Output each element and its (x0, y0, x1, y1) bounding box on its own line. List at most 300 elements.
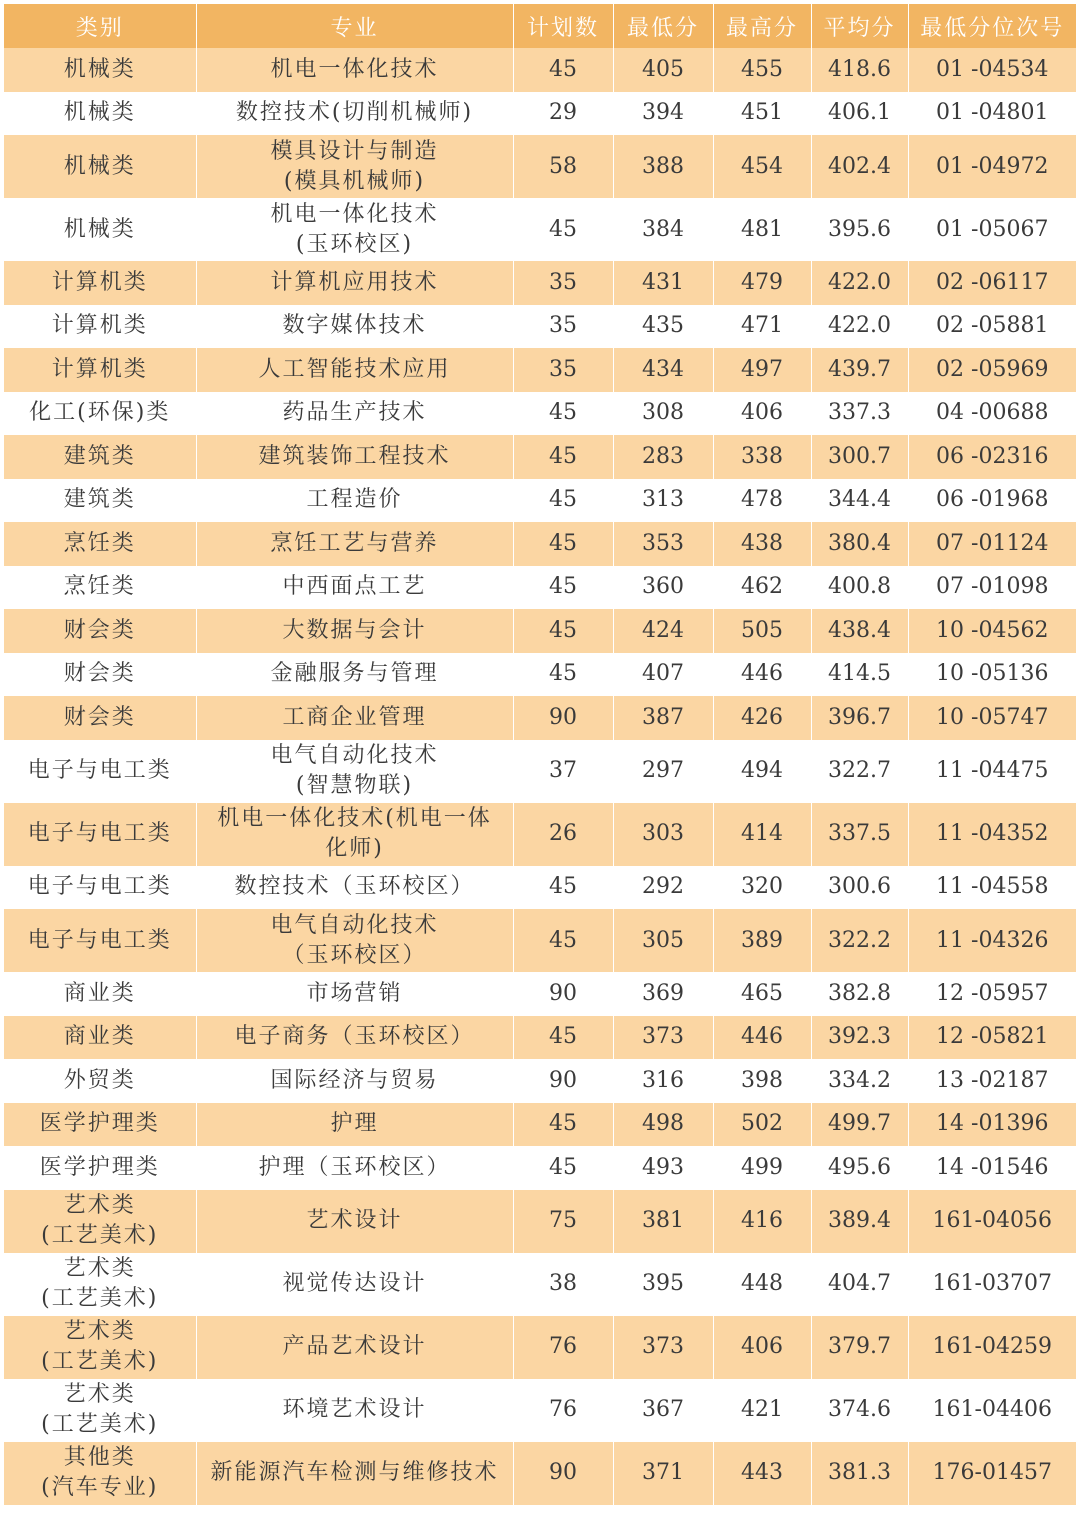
avg-score-cell: 422.0 (811, 261, 908, 305)
major-cell-line: 数控技术(切削机械师) (235, 100, 474, 126)
plan-count-cell: 45 (513, 1103, 613, 1147)
major-cell (196, 1016, 513, 1060)
max-score-cell: 502 (713, 1103, 811, 1147)
category-cell (4, 348, 196, 392)
plan-count-cell: 26 (513, 803, 613, 866)
table-row (4, 972, 1076, 1016)
major-cell-line: 电气自动化技术 (270, 912, 439, 938)
category-cell-line: 机械类 (63, 216, 136, 242)
major-cell (196, 435, 513, 479)
category-cell (4, 609, 196, 653)
min-rank-cell: 06 -01968 (908, 479, 1076, 523)
min-rank-cell: 11 -04326 (908, 909, 1076, 972)
avg-score-cell: 381.3 (811, 1442, 908, 1505)
category-cell (4, 92, 196, 136)
major-cell (196, 261, 513, 305)
category-cell (4, 479, 196, 523)
header-min-score: 最低分 (613, 4, 713, 48)
avg-score-cell: 322.2 (811, 909, 908, 972)
table-row (4, 1059, 1076, 1103)
table-row (4, 803, 1076, 866)
major-cell-line: 机电一体化技术 (270, 56, 439, 82)
plan-count-cell: 45 (513, 909, 613, 972)
category-cell-line: 计算机类 (51, 313, 148, 339)
max-score-cell: 426 (713, 696, 811, 740)
table-row (4, 609, 1076, 653)
major-cell-line: 工商企业管理 (282, 704, 427, 730)
min-score-cell: 431 (613, 261, 713, 305)
max-score-cell: 421 (713, 1379, 811, 1442)
table-row (4, 261, 1076, 305)
category-cell-line: 其他类 (63, 1445, 136, 1470)
avg-score-cell: 395.6 (811, 198, 908, 261)
table-header (4, 4, 1076, 48)
avg-score-cell: 396.7 (811, 696, 908, 740)
category-cell-line: 建筑类 (63, 487, 136, 513)
category-cell-line: (汽车专业) (41, 1475, 159, 1500)
category-cell-line: 财会类 (63, 704, 136, 730)
header-avg-score: 平均分 (811, 4, 908, 48)
category-cell (4, 392, 196, 436)
min-score-cell: 360 (613, 566, 713, 610)
plan-count-cell: 38 (513, 1253, 613, 1316)
table-row (4, 1379, 1076, 1442)
table-row (4, 1253, 1076, 1316)
max-score-cell: 481 (713, 198, 811, 261)
min-score-cell: 303 (613, 803, 713, 866)
major-cell-line: 产品艺术设计 (282, 1334, 427, 1359)
max-score-cell: 406 (713, 392, 811, 436)
category-cell (4, 1379, 196, 1442)
plan-count-cell: 45 (513, 653, 613, 697)
table-row (4, 348, 1076, 392)
min-score-cell: 394 (613, 92, 713, 136)
category-cell (4, 1103, 196, 1147)
min-rank-cell: 07 -01098 (908, 566, 1076, 610)
major-cell-line: 艺术设计 (306, 1208, 403, 1233)
major-cell (196, 866, 513, 910)
category-cell-line: 艺术类 (63, 1256, 136, 1281)
plan-count-cell: 29 (513, 92, 613, 136)
min-score-cell: 373 (613, 1016, 713, 1060)
category-cell (4, 803, 196, 866)
category-cell-line: 机械类 (63, 56, 136, 82)
avg-score-cell: 422.0 (811, 305, 908, 349)
header-plan: 计划数 (513, 4, 613, 48)
category-cell-line: 艺术类 (63, 1193, 136, 1218)
major-cell (196, 305, 513, 349)
min-score-cell: 316 (613, 1059, 713, 1103)
min-score-cell: 297 (613, 740, 713, 803)
major-cell (196, 1253, 513, 1316)
avg-score-cell: 300.6 (811, 866, 908, 910)
major-cell-line: 中西面点工艺 (282, 574, 427, 600)
major-cell (196, 653, 513, 697)
major-cell (196, 348, 513, 392)
category-cell-line: (工艺美术) (41, 1286, 159, 1311)
header-row (4, 4, 1076, 48)
major-cell (196, 972, 513, 1016)
category-cell (4, 435, 196, 479)
min-rank-cell: 02 -06117 (908, 261, 1076, 305)
min-score-cell: 367 (613, 1379, 713, 1442)
min-rank-cell: 14 -01546 (908, 1146, 1076, 1190)
header-major: 专业 (196, 4, 513, 48)
major-cell-line: (模具机械师) (283, 168, 426, 194)
category-cell-line: 机械类 (63, 100, 136, 126)
plan-count-cell: 45 (513, 609, 613, 653)
avg-score-cell: 495.6 (811, 1146, 908, 1190)
avg-score-cell: 337.3 (811, 392, 908, 436)
min-rank-cell: 161-03707 (908, 1253, 1076, 1316)
major-cell-line: 烹饪工艺与营养 (270, 530, 439, 556)
header-max-score: 最高分 (713, 4, 811, 48)
min-score-cell: 384 (613, 198, 713, 261)
plan-count-cell: 90 (513, 1059, 613, 1103)
major-cell-line: 金融服务与管理 (270, 661, 439, 687)
category-cell-line: 计算机类 (51, 269, 148, 295)
category-cell (4, 1253, 196, 1316)
max-score-cell: 454 (713, 135, 811, 198)
major-cell-line: 护理（玉环校区） (258, 1154, 451, 1180)
category-cell-line: 财会类 (63, 617, 136, 643)
table-row (4, 696, 1076, 740)
category-cell (4, 1316, 196, 1379)
category-cell (4, 305, 196, 349)
plan-count-cell: 45 (513, 198, 613, 261)
max-score-cell: 455 (713, 48, 811, 92)
avg-score-cell: 379.7 (811, 1316, 908, 1379)
avg-score-cell: 322.7 (811, 740, 908, 803)
max-score-cell: 505 (713, 609, 811, 653)
min-rank-cell: 12 -05821 (908, 1016, 1076, 1060)
avg-score-cell: 300.7 (811, 435, 908, 479)
max-score-cell: 471 (713, 305, 811, 349)
min-rank-cell: 161-04259 (908, 1316, 1076, 1379)
category-cell-line: 电子与电工类 (27, 927, 172, 953)
avg-score-cell: 389.4 (811, 1190, 908, 1253)
plan-count-cell: 37 (513, 740, 613, 803)
avg-score-cell: 499.7 (811, 1103, 908, 1147)
max-score-cell: 497 (713, 348, 811, 392)
table-row (4, 653, 1076, 697)
major-cell (196, 135, 513, 198)
min-rank-cell: 10 -04562 (908, 609, 1076, 653)
plan-count-cell: 45 (513, 392, 613, 436)
min-score-cell: 493 (613, 1146, 713, 1190)
max-score-cell: 443 (713, 1442, 811, 1505)
min-rank-cell: 02 -05881 (908, 305, 1076, 349)
max-score-cell: 448 (713, 1253, 811, 1316)
major-cell-line: 环境艺术设计 (282, 1397, 427, 1422)
major-cell-line: 数字媒体技术 (282, 313, 427, 339)
category-cell (4, 972, 196, 1016)
table-row (4, 1146, 1076, 1190)
category-cell (4, 909, 196, 972)
category-cell-line: 财会类 (63, 661, 136, 687)
min-rank-cell: 01 -04801 (908, 92, 1076, 136)
table-row (4, 48, 1076, 92)
category-cell (4, 1146, 196, 1190)
admission-score-table (4, 4, 1076, 1505)
plan-count-cell: 45 (513, 522, 613, 566)
major-cell-line: 市场营销 (306, 980, 403, 1006)
table-body (4, 48, 1076, 1505)
major-cell (196, 1316, 513, 1379)
category-cell (4, 1059, 196, 1103)
category-cell-line: 医学护理类 (39, 1154, 160, 1180)
min-rank-cell: 06 -02316 (908, 435, 1076, 479)
min-score-cell: 369 (613, 972, 713, 1016)
max-score-cell: 446 (713, 653, 811, 697)
avg-score-cell: 438.4 (811, 609, 908, 653)
avg-score-cell: 414.5 (811, 653, 908, 697)
plan-count-cell: 35 (513, 348, 613, 392)
max-score-cell: 479 (713, 261, 811, 305)
min-rank-cell: 13 -02187 (908, 1059, 1076, 1103)
max-score-cell: 465 (713, 972, 811, 1016)
table-row (4, 92, 1076, 136)
min-score-cell: 371 (613, 1442, 713, 1505)
major-cell-line: 计算机应用技术 (270, 269, 439, 295)
avg-score-cell: 400.8 (811, 566, 908, 610)
category-cell-line: 烹饪类 (63, 530, 136, 556)
table-row (4, 135, 1076, 198)
category-cell (4, 198, 196, 261)
category-cell (4, 1190, 196, 1253)
min-score-cell: 305 (613, 909, 713, 972)
max-score-cell: 451 (713, 92, 811, 136)
category-cell (4, 653, 196, 697)
major-cell (196, 1103, 513, 1147)
max-score-cell: 406 (713, 1316, 811, 1379)
avg-score-cell: 374.6 (811, 1379, 908, 1442)
major-cell (196, 1059, 513, 1103)
category-cell-line: 商业类 (63, 980, 136, 1006)
min-score-cell: 283 (613, 435, 713, 479)
category-cell-line: 化工(环保)类 (29, 400, 171, 426)
min-score-cell: 387 (613, 696, 713, 740)
category-cell-line: 建筑类 (63, 443, 136, 469)
category-cell-line: 艺术类 (63, 1382, 136, 1407)
min-score-cell: 353 (613, 522, 713, 566)
avg-score-cell: 337.5 (811, 803, 908, 866)
max-score-cell: 438 (713, 522, 811, 566)
major-cell (196, 48, 513, 92)
category-cell (4, 1016, 196, 1060)
min-rank-cell: 10 -05136 (908, 653, 1076, 697)
category-cell-line: 商业类 (63, 1024, 136, 1050)
major-cell-line: 机电一体化技术 (270, 201, 439, 227)
table-row (4, 909, 1076, 972)
max-score-cell: 398 (713, 1059, 811, 1103)
min-score-cell: 395 (613, 1253, 713, 1316)
min-rank-cell: 11 -04475 (908, 740, 1076, 803)
max-score-cell: 416 (713, 1190, 811, 1253)
major-cell-line: (玉环校区) (295, 231, 414, 257)
category-cell-line: (工艺美术) (41, 1412, 159, 1437)
max-score-cell: 414 (713, 803, 811, 866)
category-cell (4, 135, 196, 198)
major-cell (196, 1442, 513, 1505)
major-cell-line: 新能源汽车检测与维修技术 (210, 1460, 499, 1485)
min-rank-cell: 07 -01124 (908, 522, 1076, 566)
table-row (4, 566, 1076, 610)
category-cell-line: 外贸类 (63, 1067, 136, 1093)
major-cell-line: 护理 (330, 1111, 379, 1137)
min-score-cell: 435 (613, 305, 713, 349)
max-score-cell: 389 (713, 909, 811, 972)
min-rank-cell: 12 -05957 (908, 972, 1076, 1016)
table-row (4, 522, 1076, 566)
min-score-cell: 498 (613, 1103, 713, 1147)
plan-count-cell: 45 (513, 566, 613, 610)
min-rank-cell: 01 -04534 (908, 48, 1076, 92)
min-rank-cell: 14 -01396 (908, 1103, 1076, 1147)
min-score-cell: 424 (613, 609, 713, 653)
major-cell-line: 人工智能技术应用 (258, 356, 451, 382)
major-cell (196, 392, 513, 436)
max-score-cell: 320 (713, 866, 811, 910)
major-cell (196, 1379, 513, 1442)
major-cell-line: 大数据与会计 (282, 617, 427, 643)
major-cell (196, 1146, 513, 1190)
min-rank-cell: 01 -05067 (908, 198, 1076, 261)
major-cell (196, 803, 513, 866)
table-row (4, 866, 1076, 910)
min-rank-cell: 02 -05969 (908, 348, 1076, 392)
major-cell (196, 522, 513, 566)
category-cell-line: 计算机类 (51, 356, 148, 382)
category-cell-line: 电子与电工类 (27, 821, 172, 846)
max-score-cell: 478 (713, 479, 811, 523)
major-cell (196, 1190, 513, 1253)
plan-count-cell: 35 (513, 261, 613, 305)
category-cell-line: 电子与电工类 (27, 758, 172, 783)
table-row (4, 1103, 1076, 1147)
avg-score-cell: 392.3 (811, 1016, 908, 1060)
major-cell-line: 模具设计与制造 (270, 138, 439, 164)
category-cell (4, 696, 196, 740)
major-cell-line: 电气自动化技术 (270, 743, 439, 768)
table-row (4, 740, 1076, 803)
min-score-cell: 407 (613, 653, 713, 697)
plan-count-cell: 45 (513, 866, 613, 910)
max-score-cell: 499 (713, 1146, 811, 1190)
min-rank-cell: 01 -04972 (908, 135, 1076, 198)
major-cell (196, 909, 513, 972)
avg-score-cell: 334.2 (811, 1059, 908, 1103)
category-cell (4, 566, 196, 610)
major-cell-line: 数控技术（玉环校区） (234, 874, 475, 900)
min-rank-cell: 161-04406 (908, 1379, 1076, 1442)
plan-count-cell: 76 (513, 1316, 613, 1379)
category-cell-line: 机械类 (63, 153, 136, 179)
category-cell (4, 522, 196, 566)
min-rank-cell: 04 -00688 (908, 392, 1076, 436)
category-cell (4, 261, 196, 305)
header-category: 类别 (4, 4, 196, 48)
major-cell-line: (智慧物联) (295, 773, 414, 798)
min-score-cell: 388 (613, 135, 713, 198)
major-cell (196, 92, 513, 136)
min-score-cell: 292 (613, 866, 713, 910)
category-cell-line: 电子与电工类 (27, 874, 172, 900)
major-cell (196, 740, 513, 803)
max-score-cell: 494 (713, 740, 811, 803)
plan-count-cell: 45 (513, 1016, 613, 1060)
plan-count-cell: 45 (513, 1146, 613, 1190)
min-score-cell: 405 (613, 48, 713, 92)
min-score-cell: 373 (613, 1316, 713, 1379)
min-rank-cell: 176-01457 (908, 1442, 1076, 1505)
header-min-rank: 最低分位次号 (908, 4, 1076, 48)
min-score-cell: 434 (613, 348, 713, 392)
major-cell (196, 198, 513, 261)
plan-count-cell: 90 (513, 1442, 613, 1505)
table-row (4, 1016, 1076, 1060)
min-rank-cell: 161-04056 (908, 1190, 1076, 1253)
major-cell (196, 566, 513, 610)
min-score-cell: 381 (613, 1190, 713, 1253)
min-score-cell: 313 (613, 479, 713, 523)
category-cell (4, 48, 196, 92)
plan-count-cell: 75 (513, 1190, 613, 1253)
table-row (4, 198, 1076, 261)
avg-score-cell: 344.4 (811, 479, 908, 523)
plan-count-cell: 45 (513, 48, 613, 92)
category-cell (4, 866, 196, 910)
major-cell-line: 机电一体化技术(机电一体 (217, 806, 492, 831)
plan-count-cell: 76 (513, 1379, 613, 1442)
major-cell-line: （玉环校区） (282, 942, 427, 968)
category-cell (4, 1442, 196, 1505)
avg-score-cell: 404.7 (811, 1253, 908, 1316)
max-score-cell: 338 (713, 435, 811, 479)
max-score-cell: 446 (713, 1016, 811, 1060)
min-rank-cell: 11 -04352 (908, 803, 1076, 866)
plan-count-cell: 45 (513, 479, 613, 523)
major-cell-line: 化师) (325, 836, 384, 861)
table-row (4, 1316, 1076, 1379)
avg-score-cell: 418.6 (811, 48, 908, 92)
min-rank-cell: 11 -04558 (908, 866, 1076, 910)
table-row (4, 435, 1076, 479)
category-cell-line: 艺术类 (63, 1319, 136, 1344)
min-score-cell: 308 (613, 392, 713, 436)
table-row (4, 479, 1076, 523)
category-cell (4, 740, 196, 803)
major-cell-line: 药品生产技术 (282, 400, 427, 426)
category-cell-line: (工艺美术) (41, 1349, 159, 1374)
plan-count-cell: 90 (513, 972, 613, 1016)
category-cell-line: 医学护理类 (39, 1111, 160, 1137)
category-cell-line: 烹饪类 (63, 574, 136, 600)
category-cell-line: (工艺美术) (41, 1223, 159, 1248)
max-score-cell: 462 (713, 566, 811, 610)
major-cell (196, 479, 513, 523)
plan-count-cell: 90 (513, 696, 613, 740)
major-cell (196, 696, 513, 740)
major-cell-line: 建筑装饰工程技术 (258, 443, 451, 469)
major-cell-line: 工程造价 (306, 487, 403, 513)
avg-score-cell: 406.1 (811, 92, 908, 136)
score-table-wrapper (4, 4, 1076, 1505)
major-cell (196, 609, 513, 653)
plan-count-cell: 58 (513, 135, 613, 198)
avg-score-cell: 380.4 (811, 522, 908, 566)
major-cell-line: 电子商务（玉环校区） (234, 1024, 475, 1050)
